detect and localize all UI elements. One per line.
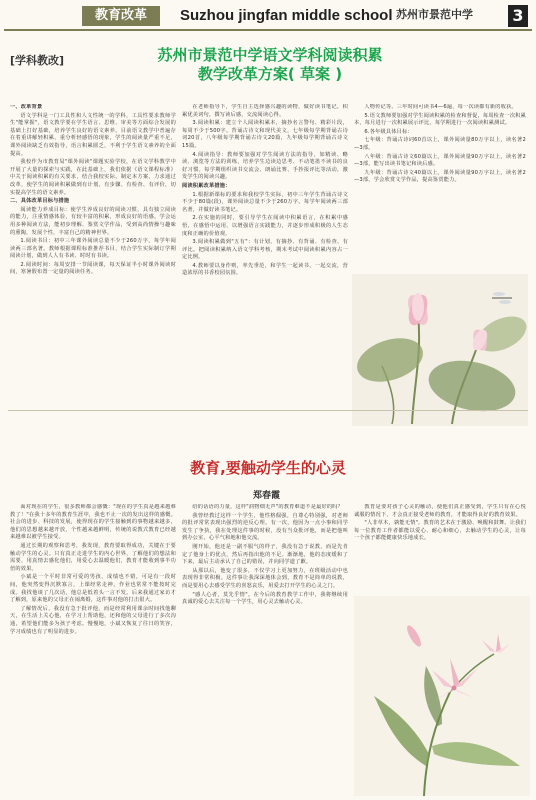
article-title-1-line-1: 苏州市景范中学语文学科阅读积累 bbox=[157, 46, 383, 64]
article-1-column-1 bbox=[10, 104, 176, 404]
lotus-painting-image bbox=[352, 274, 528, 426]
school-name-en: Suzhou jingfan middle school bbox=[180, 7, 393, 24]
section-tag: 教育改革 bbox=[82, 6, 160, 26]
page-number: 3 bbox=[508, 5, 528, 27]
paragraph: 6.各年级具体目标： bbox=[364, 128, 413, 135]
paragraph: 人物传记等。三年时间可读书4—6遍，每一次读都有新的收获。 bbox=[364, 104, 517, 110]
header-rule bbox=[4, 29, 532, 31]
paragraph: 小斌是一个平时非常可爱的男孩，成绩也不错，可是有一段时间，他突然变得沉默寡言，上课经常走神，作业也常常不能按时完成。我找他谈了几次话，他总是低着头一言不发。后来我通过家访才了解到，原来他的父母正在闹离婚，这件事对他的打击很大。 bbox=[10, 574, 176, 604]
paragraph: 八年级：背诵古诗文60篇以上，课外阅读量90万字以上，读名著2—3部，能写出读书笔记和读后感。 bbox=[354, 153, 526, 168]
article-2-column-1 bbox=[10, 504, 176, 794]
article-2-column-3 bbox=[354, 504, 526, 590]
paragraph: 我校作为市教育局"课外阅读"课题实验学校，在语文学科教学中开展了大量的探索与实践，在此基础上，我们依据《语文课程标准》中关于阅读积累的有关要求，结合我校实际，制定本方案，力求通过改革，使学生的阅读积累做到有计划、有步骤、有检查、有评价，切实提高学生的语文素养。 bbox=[10, 159, 176, 196]
paragraph: 了解情况后，我没有急于批评他，而是经常利用课余时间找他聊天，在生活上关心他，在学习上帮助他，还和他的父母进行了多次沟通，希望他们能多为孩子考虑。慢慢地，小斌又恢复了往日的笑容，学习成绩也有了明显的进步。 bbox=[10, 605, 176, 635]
paragraph: "人非草木，孰能无情"。教育的艺术在于激励、唤醒和鼓舞。让我们每一位教育工作者都能以爱心、耐心和细心，去触动学生的心灵，让每一个孩子都能健康快乐地成长。 bbox=[354, 520, 526, 542]
flower-painting-image bbox=[354, 596, 530, 796]
article-author: 郑春霞 bbox=[253, 491, 281, 501]
paragraph: 5.语文教师要加强对学生阅读积累的检查和督促，每周检查一次积累本，每月进行一次积累展示评比，每学期进行一次阅读积累测试。 bbox=[354, 112, 526, 127]
article-2-column-2 bbox=[182, 504, 348, 794]
paragraph-heading: 二、具体改革目标与措施 bbox=[10, 198, 70, 205]
paragraph: 阅读能力养成目标：使学生养成良好的阅读习惯，具有独立阅读的能力，注重情感体验，有较丰富的积累，形成良好的语感。学会运用多种阅读方法，能初步理解、鉴赏文学作品，受到高尚情操与趣味的熏陶，发展个性，丰富自己的精神世界。 bbox=[10, 206, 176, 236]
paragraph: 面对现在的学生，很多教师都会感慨："现在的学生真是越来越难教了！"在我十多年的教育生涯中，我也不止一次的发出这样的感慨。社会的进步、科技的发展，使得现在的学生接触到的事物越来越多，他们的思想越来越开放，个性越来越鲜明，传统的说教式教育已经越来越难以被学生接受。 bbox=[10, 504, 176, 541]
article-1-column-2 bbox=[182, 104, 348, 404]
article-title-1-line-2: 教学改革方案( 草案 ) bbox=[197, 65, 343, 83]
paragraph: 七年级：背诵古诗词60首以上，课外阅读量80万字以上，读名著2—3部。 bbox=[354, 137, 526, 151]
page-header bbox=[0, 0, 536, 30]
paragraph: 九年级：背诵古诗文40篇以上，课外阅读量90万字以上，读名著2—3部，学会欣赏文学作品，提高鉴赏能力。 bbox=[354, 169, 526, 184]
article-title-1 bbox=[120, 46, 420, 84]
paragraph-heading: 一、改革背景 bbox=[10, 104, 43, 110]
paragraph: 语文学科是一门工具性和人文性统一的学科，工具性要求教师学生"能掌握"，语文教学要在学生语言、思维、审美等方面综合发展的基础上打好基础，培养学生良好的语文素养。目前语文教学中普遍存在着重讲解轻积累、重分析轻感悟的现象，学生的阅读量严重不足，课外阅读缺乏有效指导，语言积累匮乏，不利于学生语文素养的全面提高。 bbox=[10, 112, 176, 157]
paragraph: 2.阅读时间：每周安排一节阅读课，每天保证半小时课外阅读时间，寒暑假布置一定量的阅读任务。 bbox=[10, 261, 176, 276]
section-divider bbox=[8, 410, 528, 411]
paragraph: 刚开始，他还是一副不服气的样子，我没有急于说教，而是先肯定了他身上的优点，然后再指出他的不足。渐渐地，他的态度缓和了下来，最后主动承认了自己的错误，并向同学道了歉。 bbox=[182, 543, 348, 566]
paragraph: "感人心者，莫先乎情"。在今后的教育教学工作中，我将继续用真诚的爱心去关注每一个学生，用心灵去触动心灵。 bbox=[182, 591, 348, 606]
paragraph: 2.在实施的同时，要引导学生在阅读中积累语言，在积累中感悟，在感悟中运用，以增强语言实践能力，并逐步形成积极的人生态度和正确的价值观。 bbox=[182, 215, 348, 237]
paragraph: 在老师指导下，学生自主选择感兴趣的读物，做好读书笔记，积累优美词句，撰写读后感，交流阅读心得。 bbox=[182, 104, 348, 118]
paragraph: 1.阅读书目：初中三年课外阅读总量不少于260万字，每学年阅读两三部名著。教师根据课程标准推荐书目，结合学生实际制订学期阅读计划，做到人人有书读、时时有书读。 bbox=[10, 238, 176, 260]
article-1-column-3 bbox=[354, 104, 526, 269]
school-name-cn: 苏州市景范中学 bbox=[396, 8, 473, 21]
paragraph: 给的话语的力量，这样"润物细无声"的教育难道不是最好的吗？ bbox=[192, 504, 344, 510]
paragraph: 4.教师要以身作则，率先垂范，和学生一起读书，一起交流，营造浓厚的书香校园氛围。 bbox=[182, 262, 348, 277]
article-title-2: 教育,要触动学生的心灵 bbox=[190, 459, 346, 477]
paragraph: 教育是要对孩子心灵的触动，使他们真正感受到，学生只有在心悦诚服的情况下，才会真正接受老师的教育，才能取得良好的教育效果。 bbox=[354, 504, 526, 518]
column-label: [学科教改] bbox=[10, 54, 65, 67]
paragraph: 4.阅读指导：教师要加强对学生阅读方法的指导，如精读、略读、浏览等方法的训练，培养学生边读边思考、不动笔墨不读书的良好习惯。每学期组织读书交流会、朗诵比赛、手抄报评比等活动，激发学生的阅读兴趣。 bbox=[182, 151, 348, 181]
paragraph-heading: 阅读积累改革措施： bbox=[182, 182, 231, 189]
paragraph: 我曾经教过这样一个学生，他性格倔强，自尊心特别强，对老师的批评常常表现出强烈的逆反心理。有一次，他因为一点小事和同学发生了争执，我在处理这件事的时候，没有当众批评他，而是把他叫到办公室，心平气和地和他交流。 bbox=[182, 512, 348, 542]
paragraph: 通过长期的观察和思考，我发现，教育要取得成功，关键在于要触动学生的心灵。只有真正走进学生的内心世界，了解他们的想法和需要，用真情去感化他们，用爱心去温暖他们，教育才能收到事半功倍的效果。 bbox=[10, 542, 176, 572]
paragraph: 1.根据新课标的要求和我校学生实际，初中三年学生背诵古诗文不少于80篇(段)，课外阅读总量不少于260万字。每学年阅读两三部名著，并做好读书笔记。 bbox=[182, 191, 348, 213]
paragraph: 从那以后，他变了很多，不仅学习上更加努力，在班级活动中也表现得非常积极。这件事让我深深地体会到，教育不是简单的说教，而是要用心去感受学生的喜怒哀乐，用爱去打开学生的心灵之门。 bbox=[182, 567, 348, 589]
paragraph: 3.阅读积累做到"五有"：有计划、有摘抄、有背诵、有检查、有评比。把阅读积累纳入语文学科考核，期末考试中阅读积累内容占一定比例。 bbox=[182, 239, 348, 261]
paragraph: 3.阅读积累：建立个人阅读积累本，摘抄名言警句、精彩片段，每周不少于500字。背诵古诗文和现代美文，七年级每学期背诵古诗词20首，八年级每学期背诵古诗文20篇，九年级每学期背诵古诗文15篇。 bbox=[182, 120, 348, 149]
